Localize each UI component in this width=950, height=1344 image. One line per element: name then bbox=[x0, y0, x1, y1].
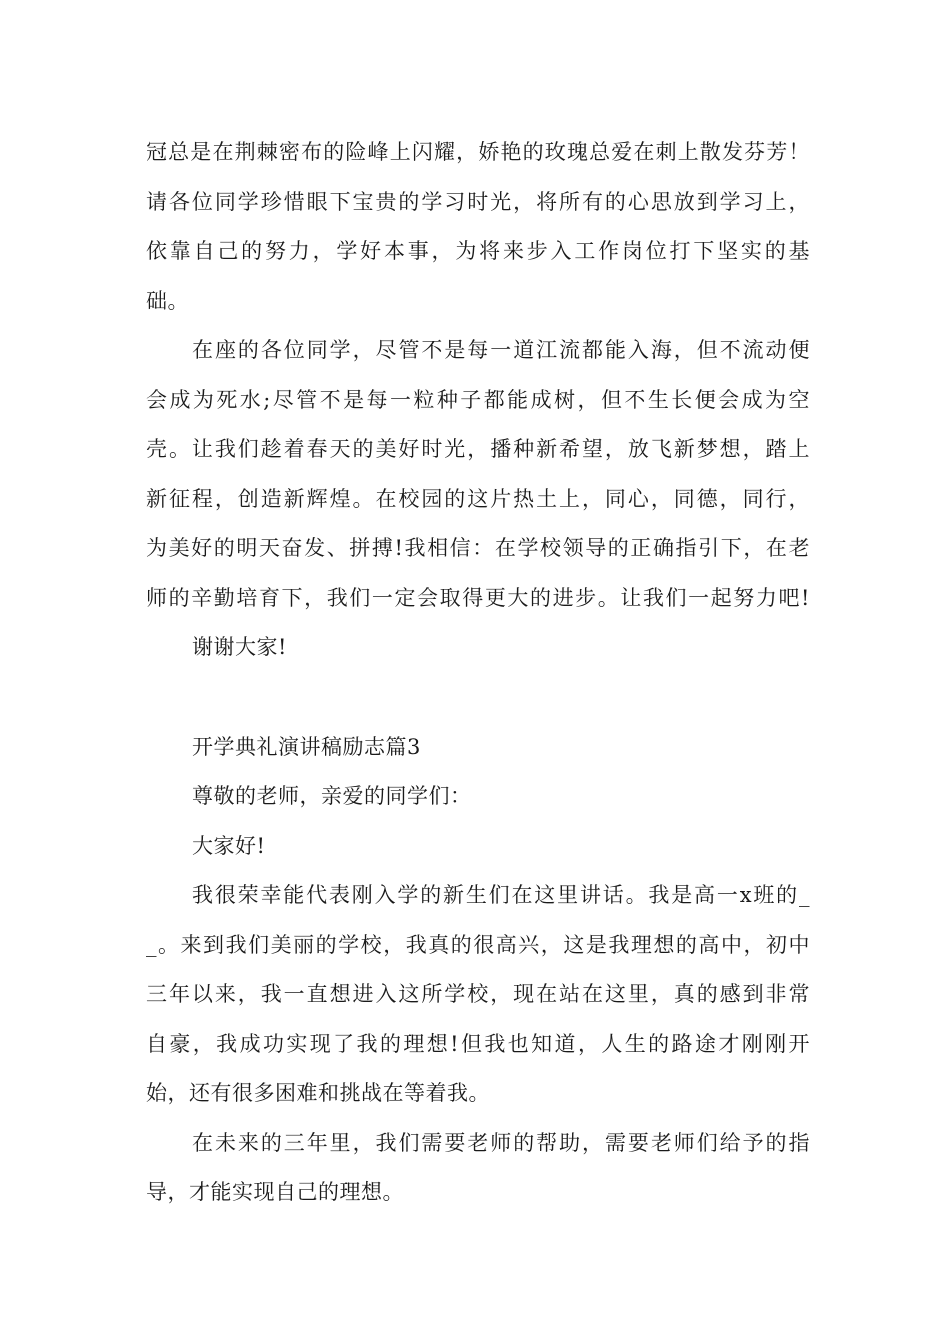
text-line: 我很荣幸能代表刚入学的新生们在这里讲话。我是高一x班的_ bbox=[192, 883, 810, 907]
text-line: 尊敬的老师，亲爱的同学们： bbox=[192, 784, 472, 808]
paragraph bbox=[146, 128, 810, 326]
text-line: 冠总是在荆棘密布的险峰上闪耀，娇艳的玫瑰总爱在刺上散发芬芳！ bbox=[146, 140, 810, 164]
text-line: 在座的各位同学，尽管不是每一道江流都能入海，但不流动便 bbox=[192, 338, 810, 362]
text-line: 三年以来，我一直想进入这所学校，现在站在这里，真的感到非常 bbox=[146, 982, 810, 1006]
text-line: 新征程，创造新辉煌。在校园的这片热土上，同心，同德，同行， bbox=[146, 486, 810, 511]
text-line: _。来到我们美丽的学校，我真的很高兴，这是我理想的高中，初中 bbox=[146, 932, 810, 957]
greeting bbox=[146, 822, 810, 872]
text-line: 为美好的明天奋发、拼搏!我相信：在学校领导的正确指引下，在老 bbox=[146, 536, 810, 560]
text-line: 础。 bbox=[146, 288, 189, 313]
closing-line bbox=[146, 623, 810, 673]
text-line: 会成为死水;尽管不是每一粒种子都能成树，但不生长便会成为空 bbox=[146, 387, 810, 412]
section-gap bbox=[146, 673, 810, 723]
text-line: 师的辛勤培育下，我们一定会取得更大的进步。让我们一起努力吧! bbox=[146, 585, 810, 610]
salutation bbox=[146, 772, 810, 822]
text-line: 谢谢大家! bbox=[192, 635, 287, 659]
text-line: 自豪，我成功实现了我的理想!但我也知道，人生的路途才刚刚开 bbox=[146, 1031, 810, 1056]
text-line: 请各位同学珍惜眼下宝贵的学习时光，将所有的心思放到学习上， bbox=[146, 189, 810, 214]
paragraph bbox=[146, 1119, 810, 1218]
text-line: 始，还有很多困难和挑战在等着我。 bbox=[146, 1081, 490, 1105]
paragraph bbox=[146, 326, 810, 623]
text-line: 大家好! bbox=[192, 833, 266, 858]
text-line: 开学典礼演讲稿励志篇3 bbox=[192, 734, 421, 759]
document-page bbox=[146, 128, 810, 1218]
section-title bbox=[146, 723, 810, 773]
text-line: 导，才能实现自己的理想。 bbox=[146, 1180, 404, 1204]
text-line: 在未来的三年里，我们需要老师的帮助，需要老师们给予的指 bbox=[192, 1130, 810, 1155]
text-line: 依靠自己的努力，学好本事，为将来步入工作岗位打下坚实的基 bbox=[146, 239, 810, 263]
text-line: 壳。让我们趁着春天的美好时光，播种新希望，放飞新梦想，踏上 bbox=[146, 437, 810, 461]
paragraph bbox=[146, 871, 810, 1119]
